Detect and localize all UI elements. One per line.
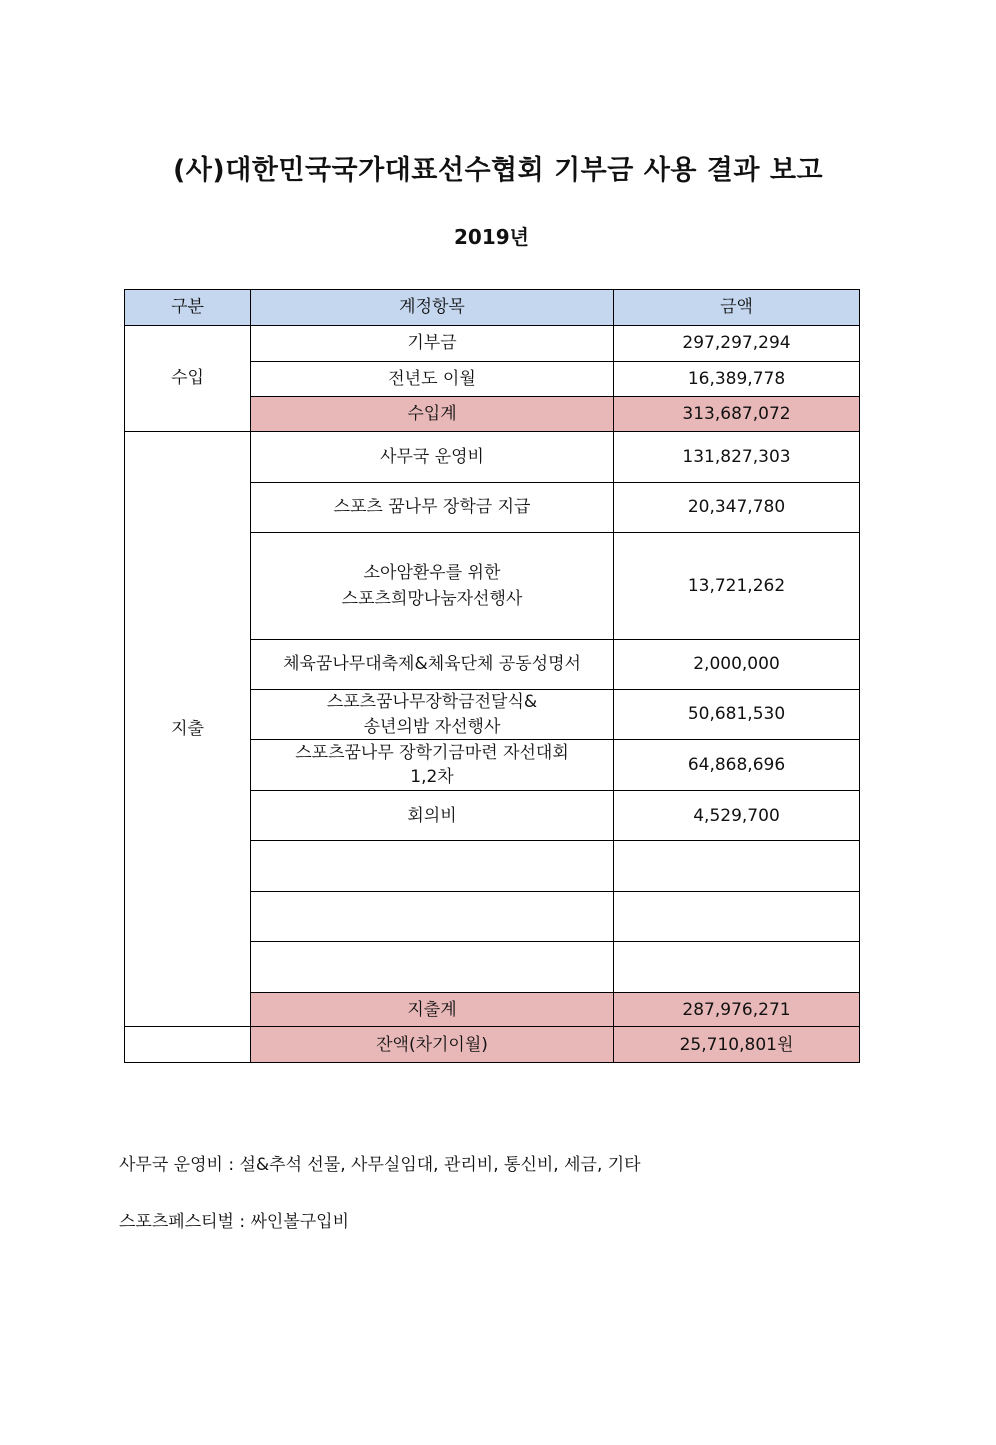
expense-item: 체육꿈나무대축제&체육단체 공동성명서 — [251, 640, 614, 690]
expense-item: 회의비 — [251, 791, 614, 841]
note-sports-festival: 스포츠페스티벌 : 싸인볼구입비 — [119, 1212, 350, 1232]
balance-label: 잔액(차기이월) — [251, 1027, 614, 1063]
expense-amount: 4,529,700 — [614, 791, 860, 841]
expense-item: 스포츠 꿈나무 장학금 지급 — [251, 483, 614, 533]
header-amount: 금액 — [614, 290, 860, 326]
table-header-row — [125, 290, 860, 326]
table-row — [125, 326, 860, 362]
income-item: 전년도 이월 — [251, 362, 614, 397]
report-title: (사)대한민국국가대표선수협회 기부금 사용 결과 보고 — [172, 155, 824, 186]
expense-item: 사무국 운영비 — [251, 432, 614, 483]
expense-amount: 13,721,262 — [614, 533, 860, 640]
expense-amount: 131,827,303 — [614, 432, 860, 483]
balance-category-cell — [125, 1027, 251, 1063]
expense-amount: 64,868,696 — [614, 740, 860, 791]
expense-item: 스포츠꿈나무 장학기금마련 자선대회 1,2차 — [251, 740, 614, 791]
expense-item — [251, 892, 614, 942]
balance-row — [125, 1027, 860, 1063]
expense-total-amount: 287,976,271 — [614, 993, 860, 1027]
expense-item — [251, 841, 614, 892]
expense-amount: 20,347,780 — [614, 483, 860, 533]
income-amount: 297,297,294 — [614, 326, 860, 362]
report-year: 2019년 — [454, 225, 529, 249]
expense-item — [251, 942, 614, 993]
expense-amount: 50,681,530 — [614, 690, 860, 740]
expense-amount — [614, 892, 860, 942]
header-account: 계정항목 — [251, 290, 614, 326]
header-category: 구분 — [125, 290, 251, 326]
income-total-label: 수입계 — [251, 397, 614, 432]
expense-item: 스포츠꿈나무장학금전달식& 송년의밤 자선행사 — [251, 690, 614, 740]
balance-amount: 25,710,801원 — [614, 1027, 860, 1063]
note-office-expense: 사무국 운영비 : 설&추석 선물, 사무실임대, 관리비, 통신비, 세금, 기타 — [119, 1155, 641, 1175]
income-total-amount: 313,687,072 — [614, 397, 860, 432]
expense-amount: 2,000,000 — [614, 640, 860, 690]
expense-category-cell: 지출 — [125, 432, 251, 1027]
income-amount: 16,389,778 — [614, 362, 860, 397]
table-row — [125, 432, 860, 483]
donation-usage-table — [124, 289, 860, 1063]
expense-item: 소아암환우를 위한 스포츠희망나눔자선행사 — [251, 533, 614, 640]
income-category-cell: 수입 — [125, 326, 251, 432]
income-item: 기부금 — [251, 326, 614, 362]
expense-amount — [614, 942, 860, 993]
expense-total-label: 지출계 — [251, 993, 614, 1027]
expense-amount — [614, 841, 860, 892]
